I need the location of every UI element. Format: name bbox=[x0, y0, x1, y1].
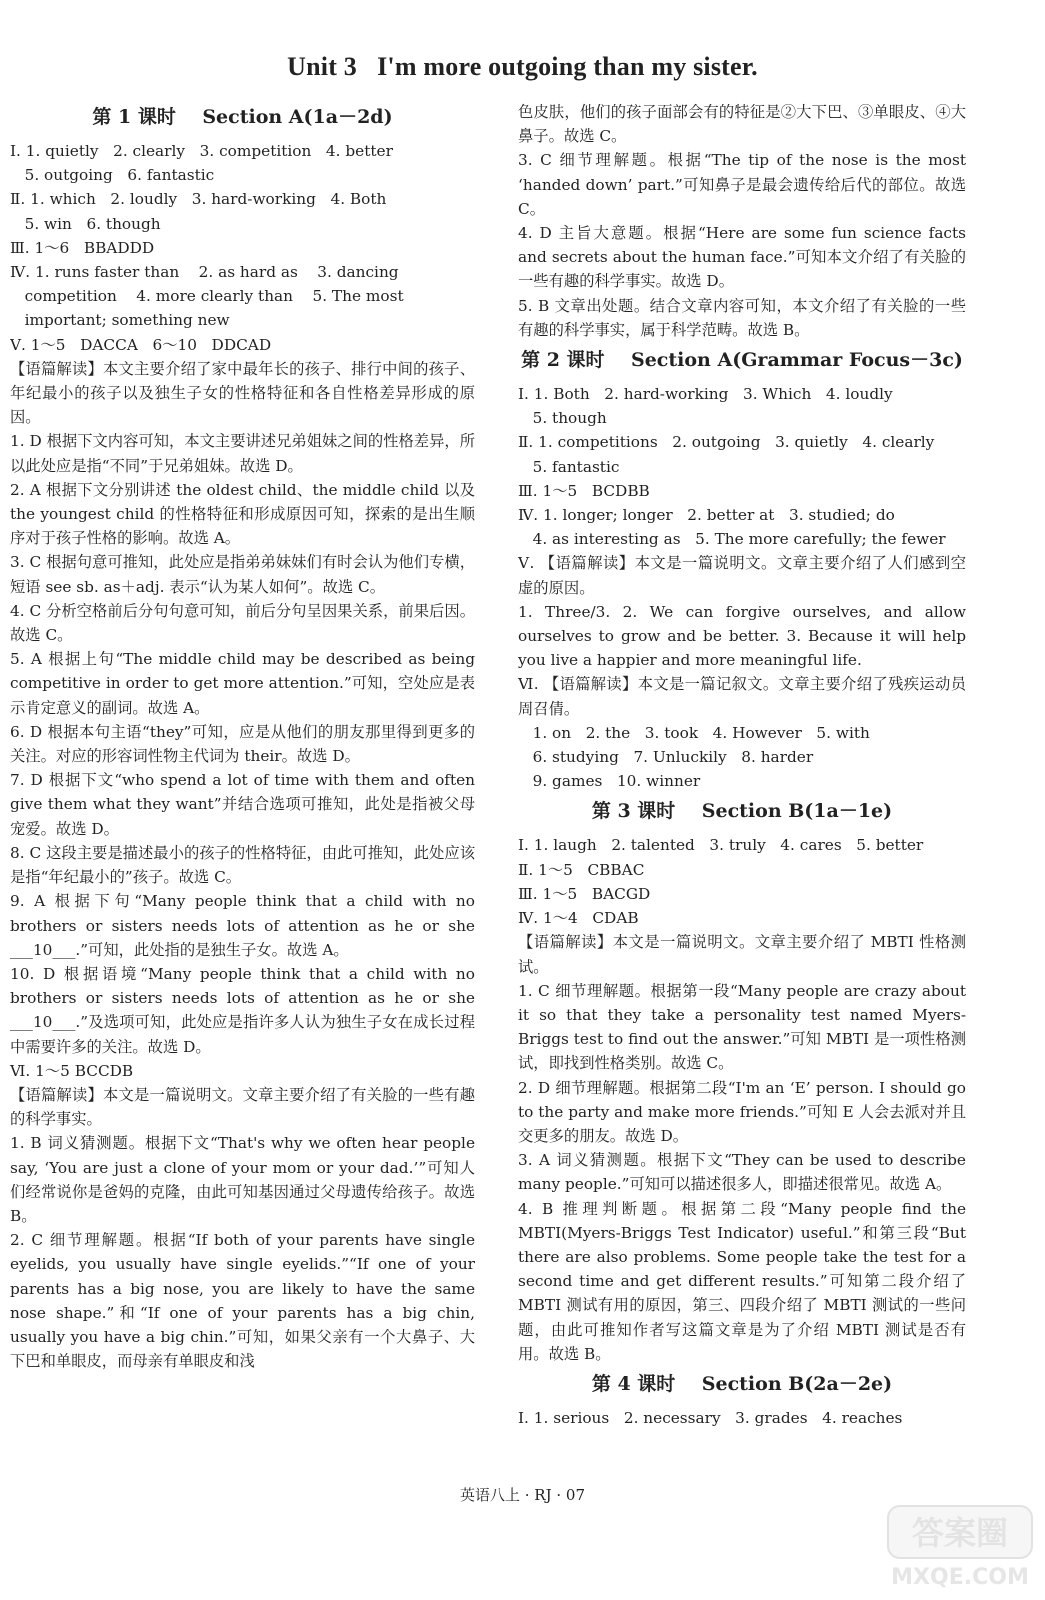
answer-line: Ⅴ. 1～5 DACCA 6～10 DDCAD bbox=[10, 335, 272, 354]
section-4-answers bbox=[518, 1406, 966, 1430]
explanation-paragraph: Ⅴ. 【语篇解读】本文是一篇说明文。文章主要介绍了人们感到空虚的原因。 bbox=[518, 554, 966, 597]
explanation-paragraph: 1. Three/3. 2. We can forgive ourselves, and allow ourselves to grow and be better. 3. Because it will help you live a happier and more meaningful life. bbox=[518, 602, 966, 670]
watermark-url: MXQE.COM bbox=[891, 1565, 1029, 1590]
section-4-title: 第 4 课时 Section B(2a－2e) bbox=[591, 1372, 893, 1395]
answer-line: Ⅲ. 1～6 BBADDD bbox=[10, 238, 155, 257]
answer-line: 5. though bbox=[518, 409, 607, 428]
explanation-paragraph: 4. B 推理判断题。根据第二段“Many people find the MBTI(Myers-Briggs Test Indicator) useful.”和第三段“But there are also problems. Some people take the test for a second time and get different results.”可知第二段介绍了 MBTI 测试有用的原因，第三、四段介绍了 MBTI 测试的一些问题，由此可推知作者写这篇文章是为了介绍 MBTI 测试是否有用。故选 B。 bbox=[518, 1199, 966, 1363]
section-1-answers bbox=[10, 139, 475, 357]
section-2-explanations bbox=[518, 551, 966, 720]
section-3-title: 第 3 课时 Section B(1a－1e) bbox=[591, 800, 893, 823]
section-3-explanations bbox=[518, 930, 966, 1366]
explanation-paragraph: 1. D 根据下文内容可知，本文主要讲述兄弟姐妹之间的性格差异，所以此处应是指“不同”于兄弟姐妹。故选 D。 bbox=[10, 432, 475, 475]
continued-explanations bbox=[518, 100, 966, 342]
watermark-text: 答案圈 bbox=[911, 1514, 1009, 1552]
answer-line: important; something new bbox=[10, 311, 230, 330]
explanation-paragraph: 4. D 主旨大意题。根据“Here are some fun science facts and secrets about the human face.”可知本文介绍了有关脸的一些有趣的科学事实。故选 D。 bbox=[518, 224, 966, 291]
answer-line: 9. games 10. winner bbox=[518, 772, 701, 791]
section-2-answers bbox=[518, 382, 966, 551]
explanation-paragraph: 6. D 根据本句主语“they”可知，应是从他们的朋友那里得到更多的关注。对应的形容词性物主代词为 their。故选 D。 bbox=[10, 722, 475, 766]
explanation-paragraph: 8. C 这段主要是描述最小的孩子的性格特征，由此可推知，此处应该是指“年纪最小的”孩子。故选 C。 bbox=[10, 843, 475, 887]
explanation-paragraph: 【语篇解读】本文是一篇说明文。文章主要介绍了有关脸的一些有趣的科学事实。 bbox=[10, 1085, 475, 1129]
answer-line: Ⅰ. 1. quietly 2. clearly 3. competition 4. better bbox=[10, 142, 393, 160]
answer-line: 1. on 2. the 3. took 4. However 5. with bbox=[518, 723, 870, 742]
answer-line: Ⅰ. 1. Both 2. hard-working 3. Which 4. loudly bbox=[518, 385, 893, 404]
answer-line: 5. outgoing 6. fantastic bbox=[10, 166, 215, 185]
explanation-paragraph: 2. C 细节理解题。根据“If both of your parents have single eyelids, you usually have single eyelids.”“If one of your parents has a big nose, you are likely to have the same nose shape.”和“If one of your parents has a big chin, usually you have a big chin.”可知，如果父亲有一个大鼻子、大下巴和单眼皮，而母亲有单眼皮和浅 bbox=[10, 1231, 475, 1371]
answer-line: Ⅱ. 1～5 CBBAC bbox=[518, 860, 645, 879]
explanation-paragraph: 1. C 细节理解题。根据第一段“Many people are crazy about it so that they take a personality test named Myers-Briggs test to find out the answer.”可知 MBTI 是一项性格测试，即找到性格类别。故选 C。 bbox=[518, 981, 966, 1073]
explanation-paragraph: 2. A 根据下文分别讲述 the oldest child、the middle child 以及 the youngest child 的性格特征和形成原因可知，探索的是出生顺序对于孩子性格的影响。故选 A。 bbox=[10, 480, 475, 548]
explanation-paragraph: Ⅵ. 【语篇解读】本文是一篇记叙文。文章主要介绍了残疾运动员周召倩。 bbox=[518, 675, 966, 718]
explanation-paragraph: 1. B 词义猜测题。根据下文“That's why we often hear people say, ‘You are just a clone of your mom or your dad.’”可知人们经常说你是爸妈的克隆，由此可知基因通过父母遗传给孩子。故选 B。 bbox=[10, 1134, 475, 1225]
explanation-paragraph: 5. B 文章出处题。结合文章内容可知，本文介绍了有关脸的一些有趣的科学事实，属于科学范畴。故选 B。 bbox=[518, 296, 966, 339]
answer-line: Ⅲ. 1～5 BCDBB bbox=[518, 481, 650, 500]
explanation-paragraph: Ⅵ. 1～5 BCCDB bbox=[10, 1061, 134, 1080]
explanation-paragraph: 9. A 根据下句“Many people think that a child with no brothers or sisters needs lots of attention as he or she ___10___.”可知，此处指的是独生子女。故选 A。 bbox=[10, 892, 475, 959]
answer-line: Ⅲ. 1～5 BACGD bbox=[518, 884, 651, 903]
explanation-paragraph: 3. C 根据句意可推知，此处应是指弟弟妹妹们有时会认为他们专横，短语 see sb. as＋adj. 表示“认为某人如何”。故选 C。 bbox=[10, 553, 475, 596]
explanation-paragraph: 7. D 根据下文“who spend a lot of time with them and often give them what they want”并结合选项可推知，此处是指被父母宠爱。故选 D。 bbox=[10, 771, 475, 838]
answer-line: Ⅱ. 1. competitions 2. outgoing 3. quietly 4. clearly bbox=[518, 433, 935, 452]
section-2-title: 第 2 课时 Section A(Grammar Focus－3c) bbox=[521, 349, 963, 372]
explanation-paragraph: 色皮肤，他们的孩子面部会有的特征是②大下巴、③单眼皮、④大鼻子。故选 C。 bbox=[518, 103, 966, 146]
section-3-answers bbox=[518, 833, 966, 930]
answer-line: 5. win 6. though bbox=[10, 214, 161, 233]
answer-line: competition 4. more clearly than 5. The most bbox=[10, 287, 404, 306]
answer-line: 5. fantastic bbox=[518, 457, 620, 476]
answer-line: Ⅰ. 1. laugh 2. talented 3. truly 4. cares 5. better bbox=[518, 836, 924, 855]
answer-line: Ⅳ. 1～4 CDAB bbox=[518, 909, 639, 928]
explanation-paragraph: 5. A 根据上句“The middle child may be described as being competitive in order to get more attention.”可知，空处应是表示肯定意义的副词。故选 A。 bbox=[10, 650, 475, 717]
explanation-paragraph: 3. A 词义猜测题。根据下文“They can be used to describe many people.”可知可以描述很多人，即描述很常见。故选 A。 bbox=[518, 1151, 966, 1194]
section-1-explanations bbox=[10, 357, 475, 1374]
explanation-paragraph: 2. D 细节理解题。根据第二段“I'm an ‘E’ person. I should go to the party and make more friends.”可知 E 人会去派对并且交更多的朋友。故选 D。 bbox=[518, 1078, 966, 1145]
page-title: Unit 3 I'm more outgoing than my sister. bbox=[287, 52, 758, 81]
section-1-title: 第 1 课时 Section A(1a－2d) bbox=[92, 106, 393, 128]
right-column bbox=[518, 100, 966, 1430]
answer-line: Ⅳ. 1. runs faster than 2. as hard as 3. dancing bbox=[10, 263, 399, 282]
page-footer: 英语八上 · RJ · 07 bbox=[459, 1486, 585, 1504]
answer-line: Ⅰ. 1. serious 2. necessary 3. grades 4. reaches bbox=[518, 1408, 903, 1427]
explanation-paragraph: 【语篇解读】本文主要介绍了家中最年长的孩子、排行中间的孩子、年纪最小的孩子以及独生子女的性格特征和各自性格差异形成的原因。 bbox=[10, 359, 475, 427]
answer-line: Ⅱ. 1. which 2. loudly 3. hard-working 4. Both bbox=[10, 190, 387, 209]
section-2-cloze-answers bbox=[518, 721, 966, 794]
explanation-paragraph: 【语篇解读】本文是一篇说明文。文章主要介绍了 MBTI 性格测试。 bbox=[518, 933, 966, 976]
answer-line: Ⅳ. 1. longer; longer 2. better at 3. studied; do bbox=[518, 506, 895, 525]
explanation-paragraph: 4. C 分析空格前后分句句意可知，前后分句呈因果关系，前果后因。故选 C。 bbox=[10, 601, 475, 645]
left-column bbox=[10, 100, 475, 1373]
explanation-paragraph: 10. D 根据语境“Many people think that a child with no brothers or sisters needs lots of attention as he or she ___10___.”及选项可知，此处应是指许多人认为独生子女在成长过程中需要许多的关注。故选 D。 bbox=[10, 964, 475, 1056]
answer-line: 4. as interesting as 5. The more carefully; the fewer bbox=[518, 530, 946, 549]
answer-line: 6. studying 7. Unluckily 8. harder bbox=[518, 748, 814, 767]
explanation-paragraph: 3. C 细节理解题。根据“The tip of the nose is the most ‘handed down’ part.”可知鼻子是最会遗传给后代的部位。故选 C。 bbox=[518, 151, 966, 218]
watermark-logo bbox=[880, 1500, 1040, 1596]
